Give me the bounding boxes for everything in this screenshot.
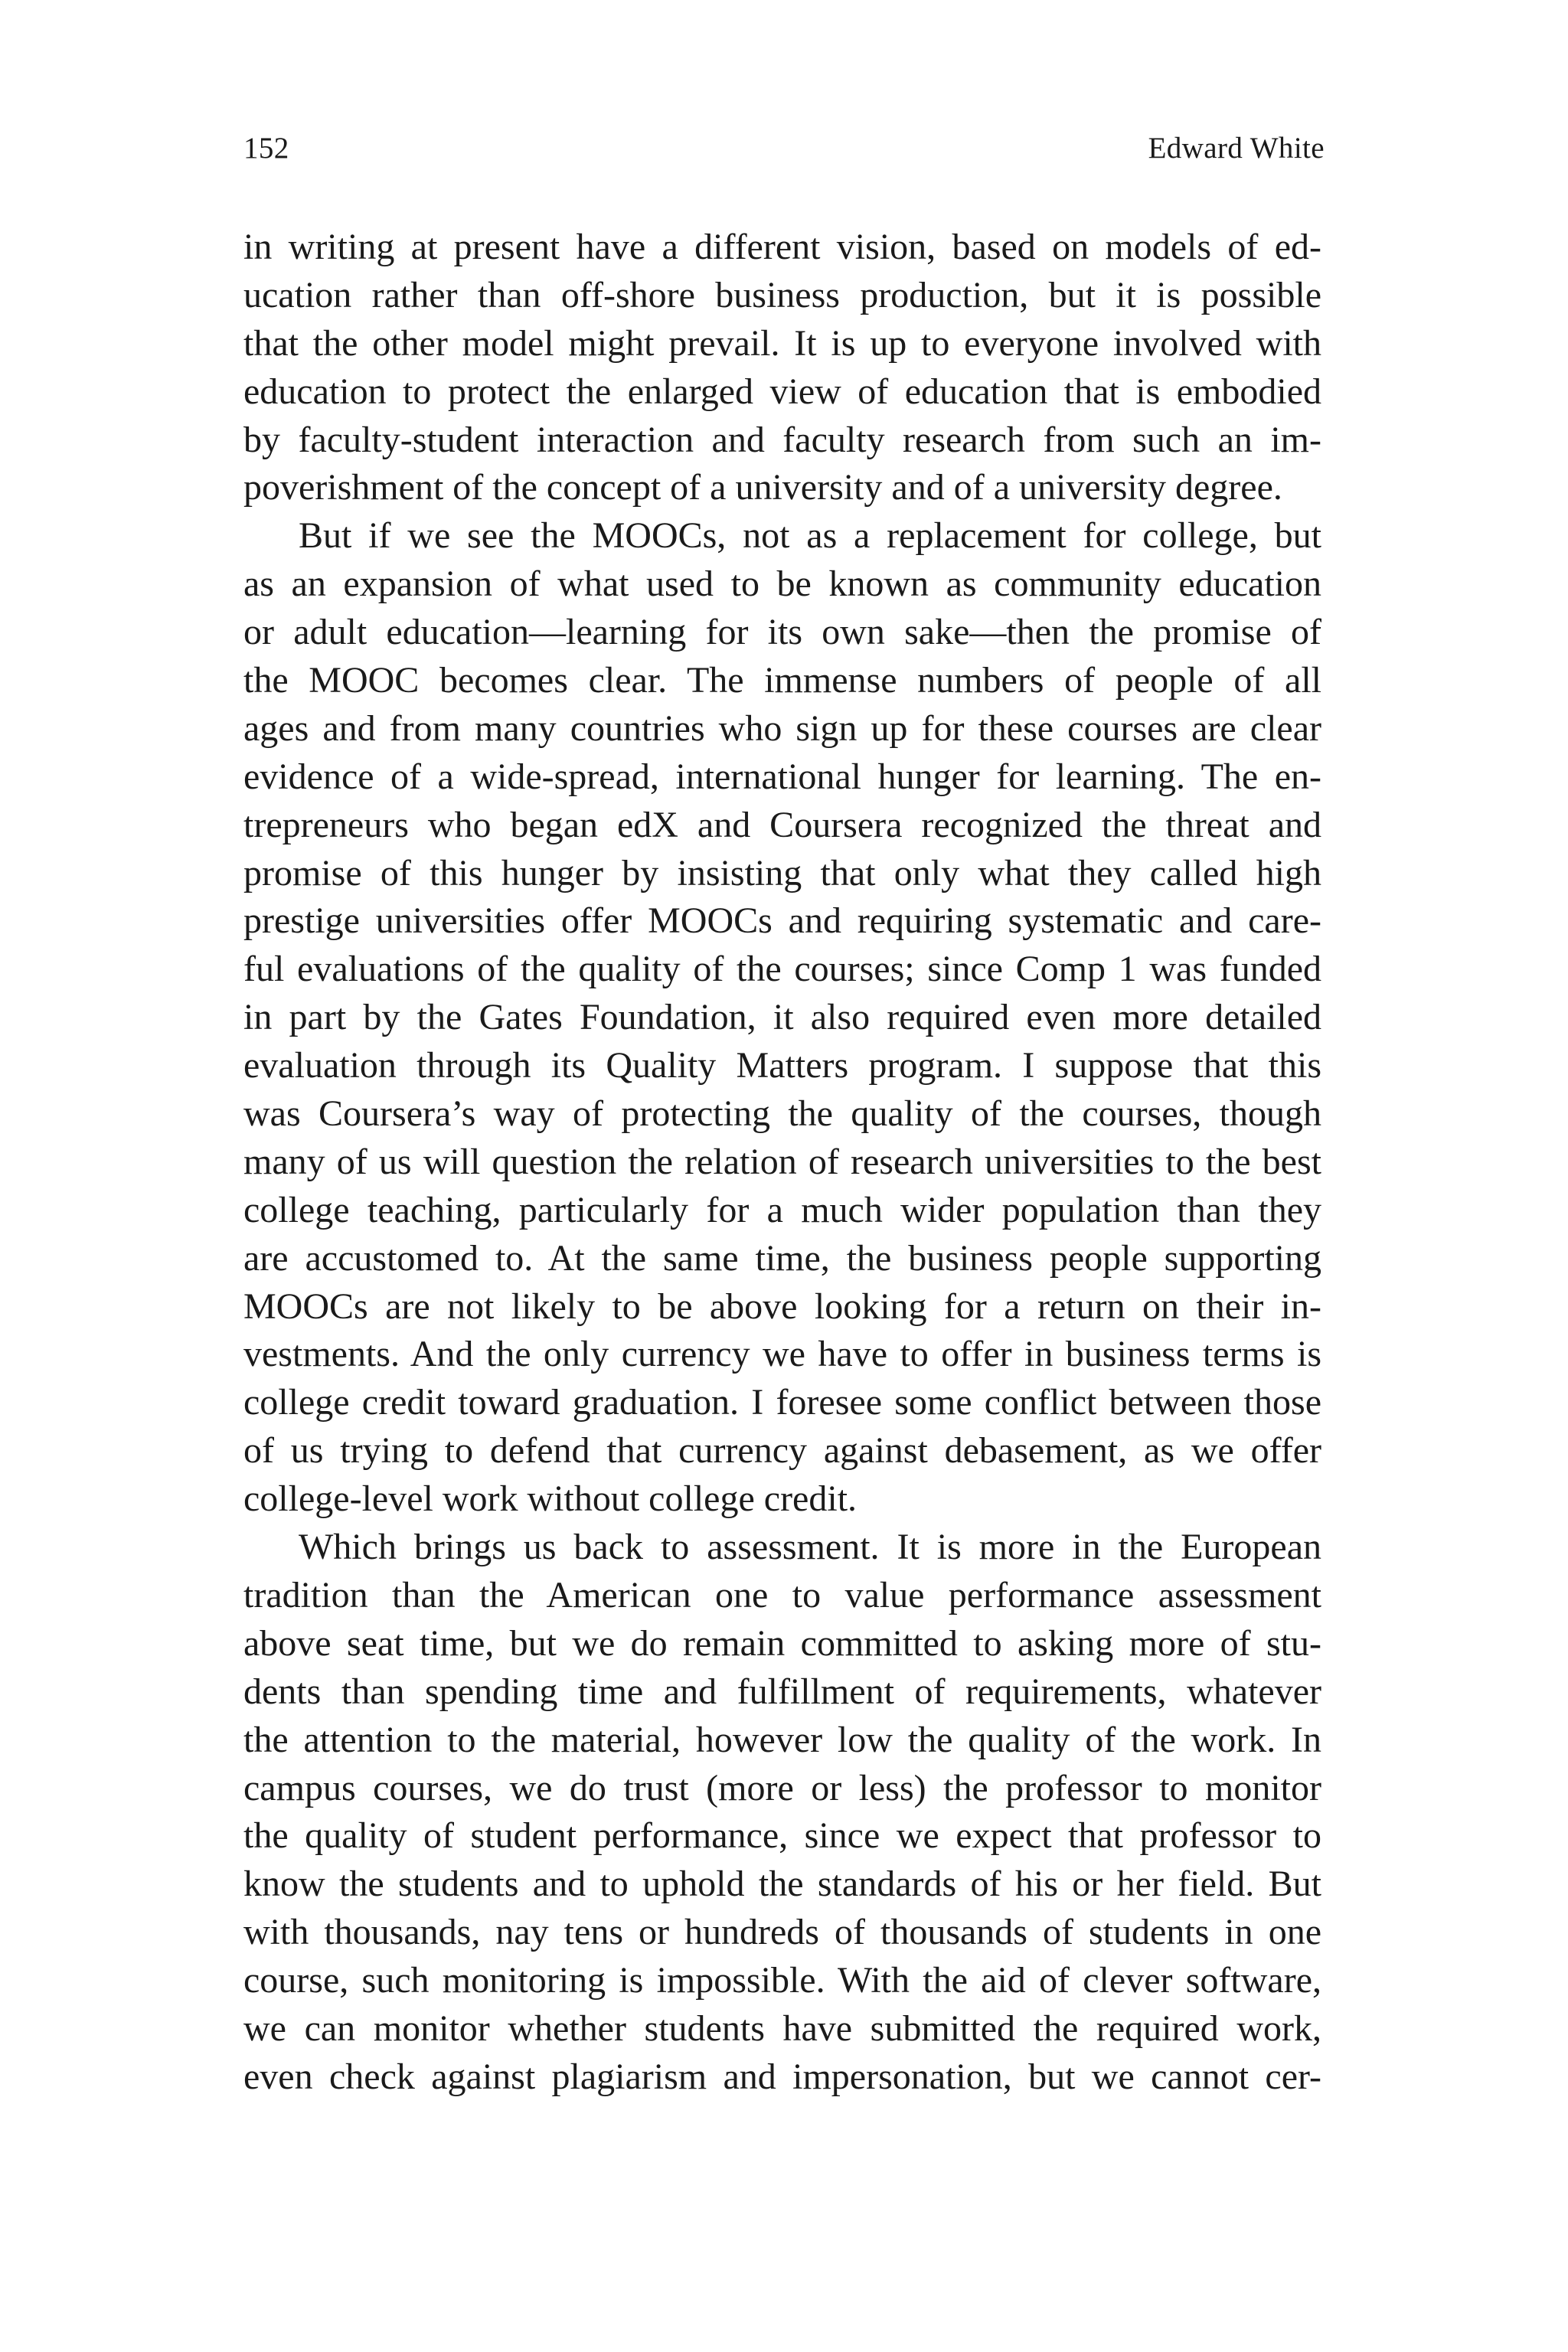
text-line: ages and from many countries who sign up for these courses are clear	[243, 707, 1321, 749]
text-line: trepreneurs who began edX and Coursera recognized the threat and	[243, 804, 1321, 845]
text-line: know the students and to uphold the standards of his or her field. But	[243, 1864, 1321, 1905]
text-line: the MOOC becomes clear. The immense numbers of people of all	[243, 660, 1321, 701]
text-line: college credit toward graduation. I foresee some conflict between those	[243, 1382, 1321, 1423]
text-line: even check against plagiarism and impersonation, but we cannot cer-	[243, 2056, 1321, 2097]
text-line: poverishment of the concept of a university and of a university degree.	[243, 467, 1282, 508]
text-line: above seat time, but we do remain committed to asking more of stu-	[243, 1622, 1321, 1664]
text-line: the attention to the material, however low the quality of the work. In	[243, 1719, 1321, 1760]
text-line: as an expansion of what used to be known as community education	[243, 564, 1321, 605]
text-line: dents than spending time and fulfillment of requirements, whatever	[243, 1671, 1321, 1712]
text-line: of us trying to defend that currency against debasement, as we offer	[243, 1430, 1321, 1472]
text-line: many of us will question the relation of research universities to the best	[243, 1141, 1321, 1182]
body-text	[243, 224, 1321, 2102]
text-line: or adult education—learning for its own sake—then the promise of	[243, 612, 1321, 653]
running-head-author: Edward White	[1148, 132, 1325, 165]
text-line: vestments. And the only currency we have to offer in business terms is	[243, 1334, 1321, 1375]
text-line: course, such monitoring is impossible. With the aid of clever software,	[243, 1960, 1321, 2001]
text-line: promise of this hunger by insisting that only what they called high	[243, 852, 1321, 893]
text-line: college-level work without college credit.	[243, 1478, 858, 1520]
text-line: MOOCs are not likely to be above looking for a return on their in-	[243, 1285, 1321, 1327]
text-line: by faculty-student interaction and faculty research from such an im-	[243, 419, 1321, 460]
text-line: with thousands, nay tens or hundreds of thousands of students in one	[243, 1912, 1321, 1953]
text-line: campus courses, we do trust (more or less) the professor to monitor	[243, 1767, 1321, 1808]
text-line: prestige universities offer MOOCs and requiring systematic and care-	[243, 900, 1321, 942]
text-line: in writing at present have a different vision, based on models of ed-	[243, 227, 1321, 267]
text-line: we can monitor whether students have submitted the required work,	[243, 2007, 1321, 2049]
text-line: education to protect the enlarged view of education that is embodied	[243, 371, 1321, 412]
page-number: 152	[243, 132, 289, 165]
text-line: ful evaluations of the quality of the courses; since Comp 1 was funded	[243, 949, 1321, 990]
text-line: the quality of student performance, since we expect that professor to	[243, 1815, 1321, 1857]
text-line: college teaching, particularly for a much wider population than they	[243, 1189, 1321, 1230]
text-line: Which brings us back to assessment. It is more in the European	[299, 1527, 1321, 1568]
text-line: evidence of a wide-spread, international hunger for learning. The en-	[243, 756, 1321, 797]
running-head	[243, 127, 1325, 170]
text-line: are accustomed to. At the same time, the business people supporting	[243, 1237, 1321, 1279]
text-line: ucation rather than off-shore business production, but it is possible	[243, 274, 1321, 315]
text-line: tradition than the American one to value performance assessment	[243, 1574, 1321, 1615]
text-line: in part by the Gates Foundation, it also required even more detailed	[243, 997, 1321, 1038]
text-line: was Coursera’s way of protecting the quality of the courses, though	[243, 1093, 1321, 1135]
text-line: that the other model might prevail. It is up to everyone involved with	[243, 322, 1321, 364]
text-line: evaluation through its Quality Matters program. I suppose that this	[243, 1045, 1321, 1086]
text-line: But if we see the MOOCs, not as a replacement for college, but	[299, 515, 1321, 557]
